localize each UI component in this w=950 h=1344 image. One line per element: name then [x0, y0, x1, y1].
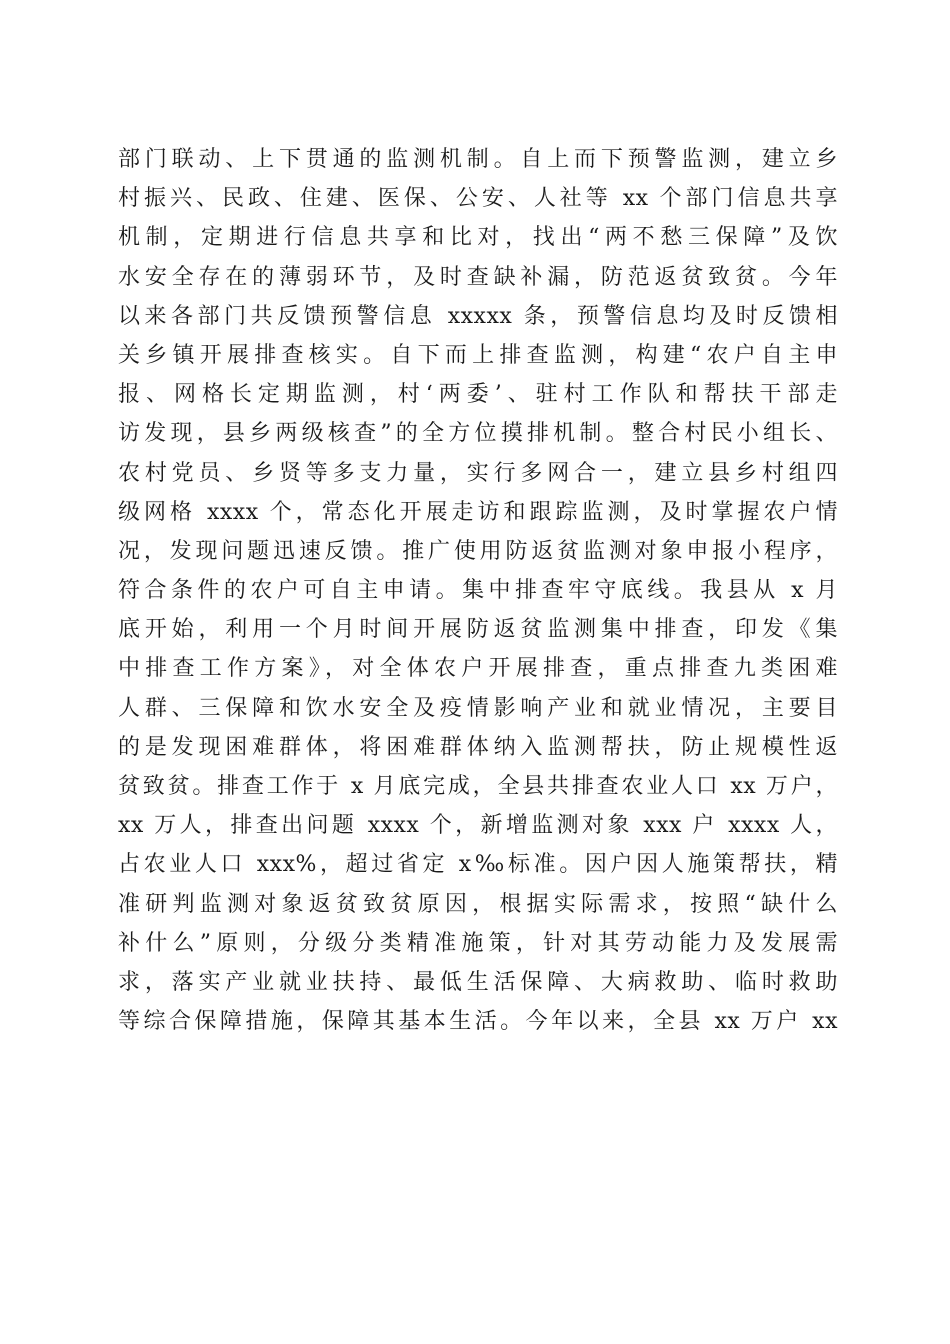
text-line: 水安全存在的薄弱环节，及时查缺补漏，防范返贫致贫。今年 [118, 264, 838, 290]
text-line: 报、网格长定期监测，村‘两委’、驻村工作队和帮扶干部走 [118, 382, 838, 408]
text-line: 机制，定期进行信息共享和比对，找出“两不愁三保障”及饮 [118, 225, 838, 251]
text-line: 访发现，县乡两级核查”的全方位摸排机制。整合村民小组长、 [118, 421, 838, 447]
text-line: 人群、三保障和饮水安全及疫情影响产业和就业情况，主要目 [118, 695, 838, 721]
text-line: xx 万人，排查出问题 xxxx 个，新增监测对象 xxx 户 xxxx 人， [118, 813, 838, 839]
text-line: 等综合保障措施，保障其基本生活。今年以来，全县 xx 万户 xx [118, 1009, 838, 1035]
text-line: 的是发现困难群体，将困难群体纳入监测帮扶，防止规模性返 [118, 734, 838, 760]
text-line: 关乡镇开展排查核实。自下而上排查监测，构建“农户自主申 [118, 342, 838, 368]
body-paragraph [118, 140, 838, 1041]
text-line: 村振兴、民政、住建、医保、公安、人社等 xx 个部门信息共享 [118, 186, 838, 212]
text-line: 级网格 xxxx 个，常态化开展走访和跟踪监测，及时掌握农户情 [118, 499, 838, 525]
text-line: 况，发现问题迅速反馈。推广使用防返贫监测对象申报小程序， [118, 538, 838, 564]
text-line: 符合条件的农户可自主申请。集中排查牢守底线。我县从 x 月 [118, 578, 838, 604]
text-line: 贫致贫。排查工作于 x 月底完成，全县共排查农业人口 xx 万户， [118, 774, 838, 799]
text-line: 部门联动、上下贯通的监测机制。自上而下预警监测，建立乡 [118, 147, 838, 172]
text-line: 准研判监测对象返贫致贫原因，根据实际需求，按照“缺什么 [118, 891, 838, 917]
text-line: 以来各部门共反馈预警信息 xxxxx 条，预警信息均及时反馈相 [118, 303, 838, 329]
text-line: 底开始，利用一个月时间开展防返贫监测集中排查，印发《集 [118, 617, 838, 643]
text-line: 求，落实产业就业扶持、最低生活保障、大病救助、临时救助 [118, 969, 838, 995]
text-line: 占农业人口 xxx%，超过省定 x‰标准。因户因人施策帮扶，精 [118, 852, 838, 878]
text-line: 补什么”原则，分级分类精准施策，针对其劳动能力及发展需 [118, 930, 838, 956]
text-line: 中排查工作方案》，对全体农户开展排查，重点排查九类困难 [118, 656, 838, 682]
text-line: 农村党员、乡贤等多支力量，实行多网合一，建立县乡村组四 [118, 460, 838, 486]
